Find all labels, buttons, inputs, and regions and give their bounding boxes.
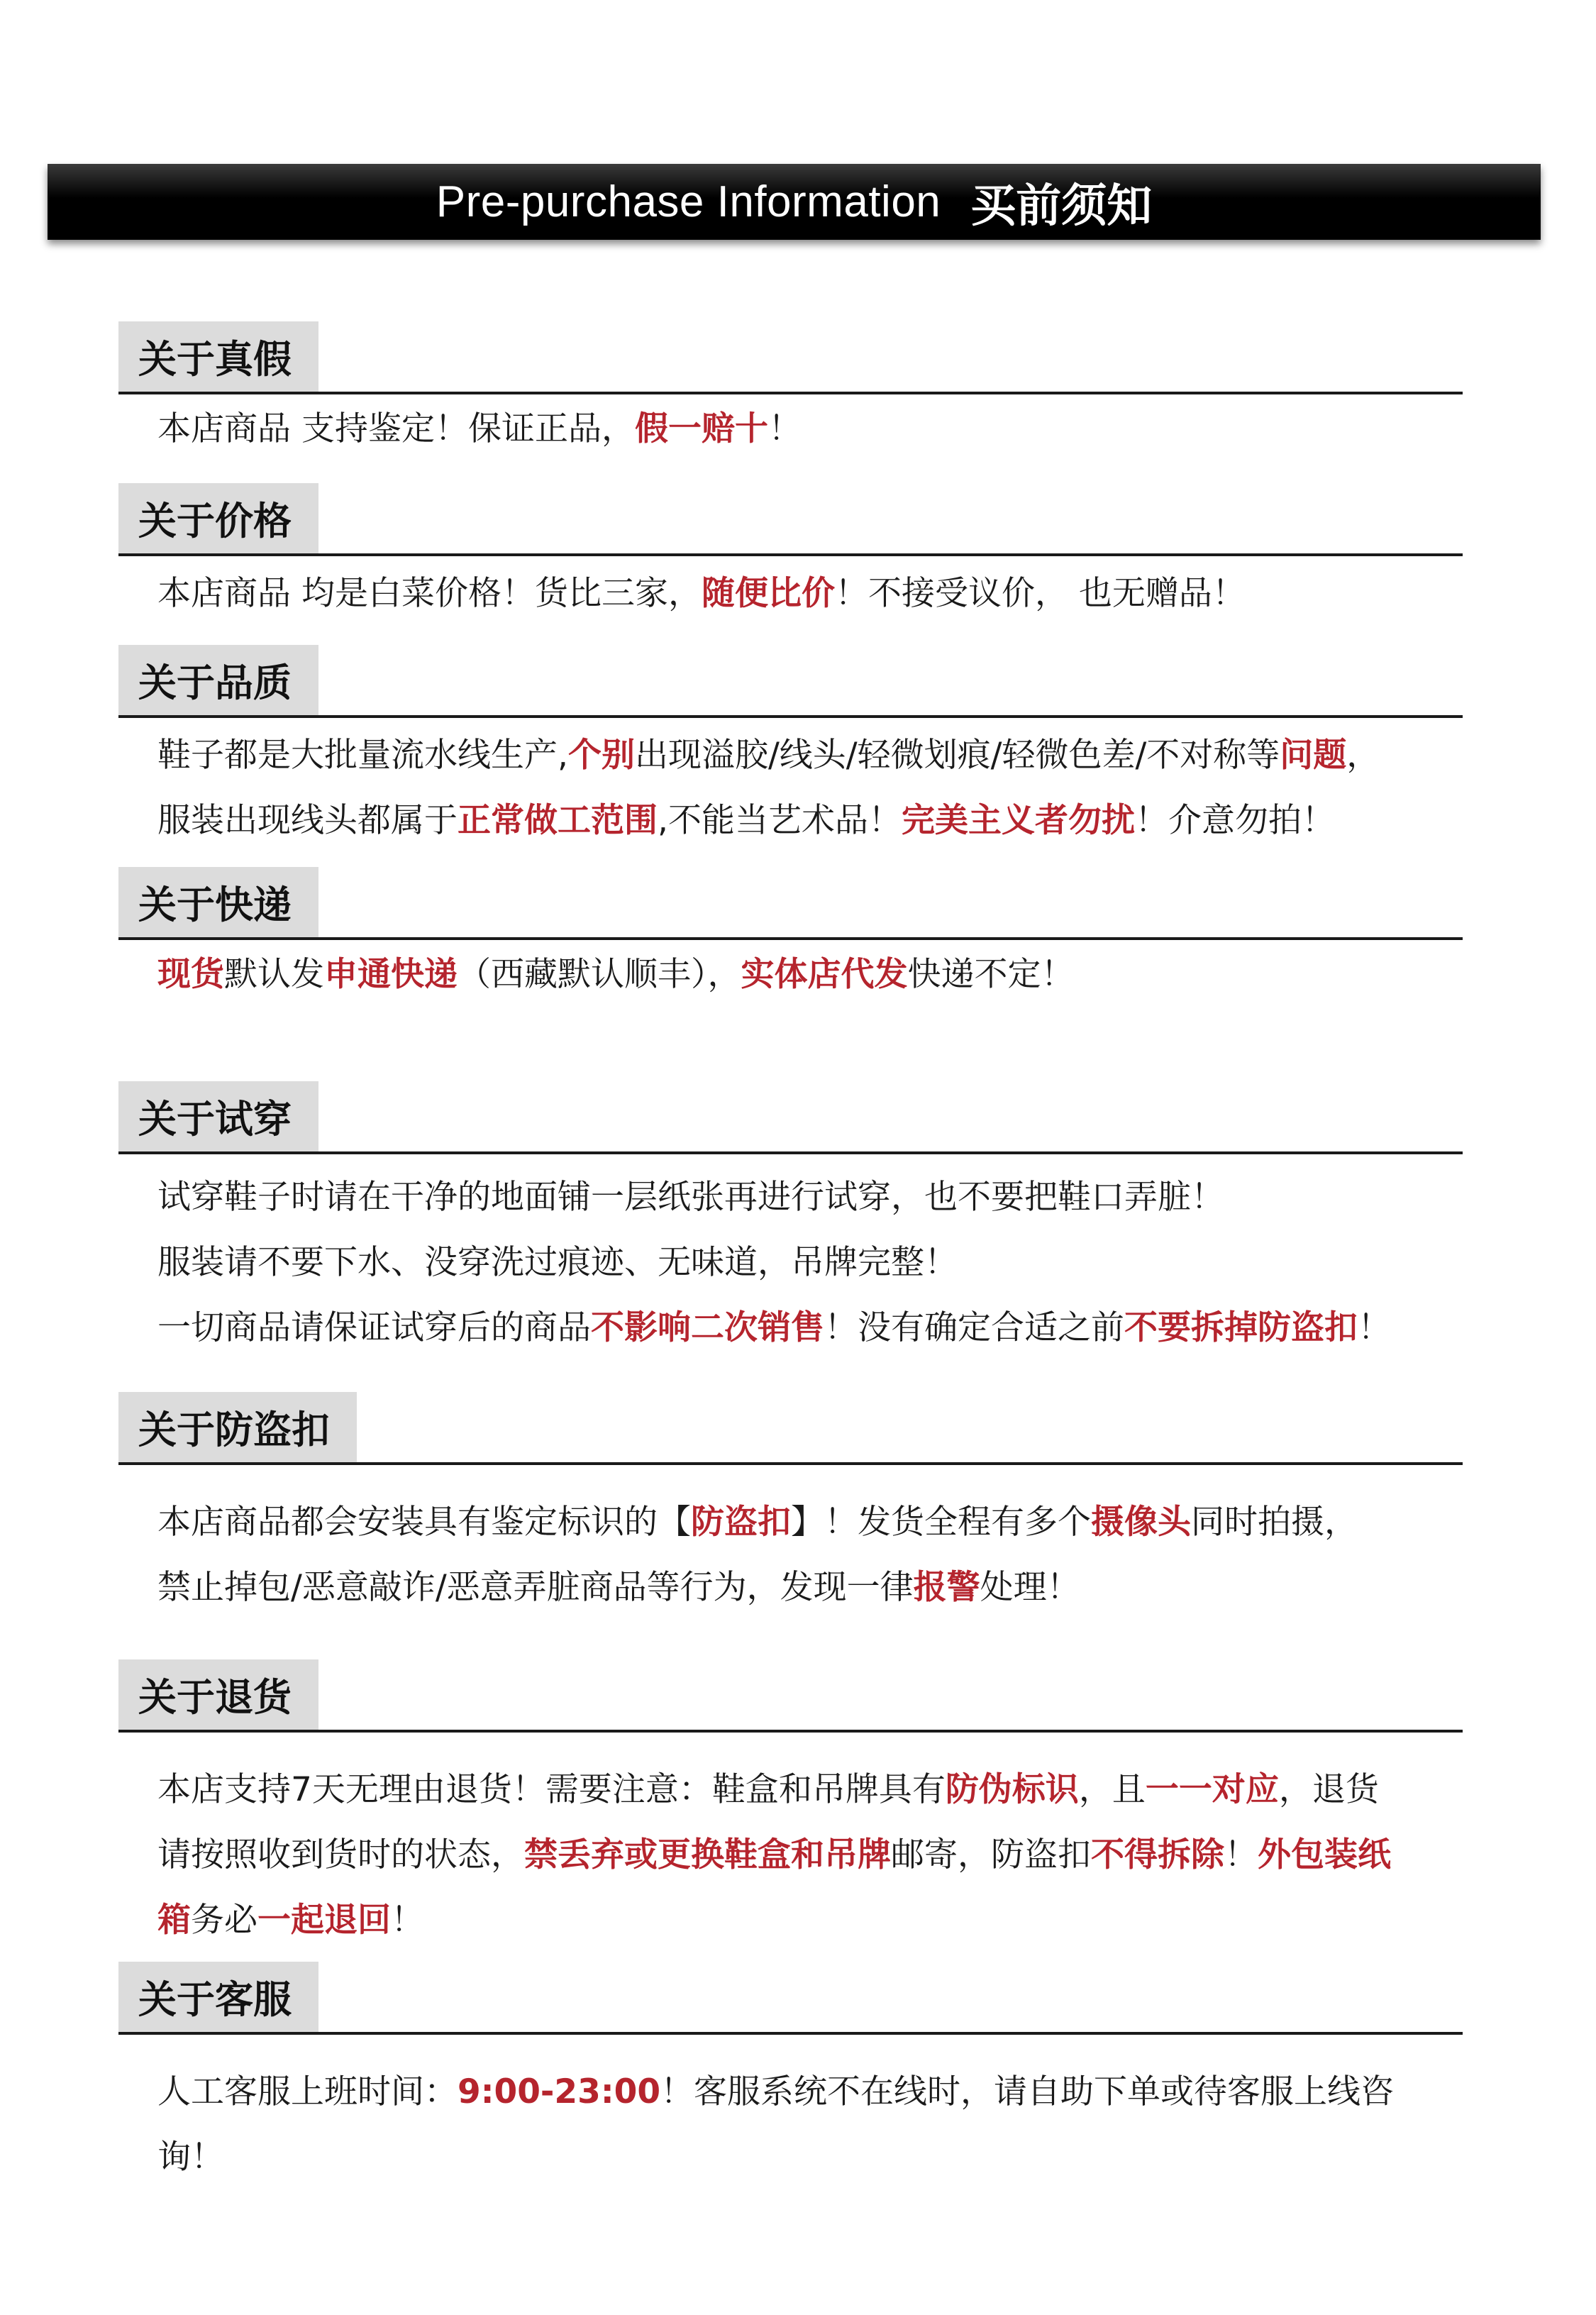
banner-title-cn: 买前须知 <box>970 179 1153 233</box>
body-text: 请按照收到货时的状态， <box>157 1835 524 1874</box>
body-text: ！客服系统不在线时，请自助下单或待客服上线咨 <box>660 2072 1395 2111</box>
text-line <box>157 1888 1456 1953</box>
body-text: ,不能当艺术品！ <box>658 801 902 840</box>
body-text: 本店商品都会安装具有鉴定标识的【 <box>157 1503 691 1542</box>
highlight-text: 随便比价 <box>701 574 835 613</box>
highlight-text: 完美主义者勿扰 <box>901 801 1135 840</box>
highlight-text: 正常做工范围 <box>458 801 658 840</box>
body-text: 本店商品 支持鉴定！保证正品， <box>157 409 635 448</box>
body-text: 快递不定！ <box>907 955 1075 994</box>
section-body <box>157 1165 1456 1361</box>
section-body <box>157 723 1456 853</box>
body-text: ！介意勿拍！ <box>1134 801 1335 840</box>
highlight-text: 一起退回 <box>257 1901 391 1940</box>
highlight-text: 箱 <box>157 1901 191 1940</box>
body-text: 询！ <box>157 2138 224 2177</box>
body-text: 处理！ <box>980 1568 1080 1607</box>
body-text: 鞋子都是大批量流水线生产, <box>157 736 568 775</box>
body-text: 一切商品请保证试穿后的商品 <box>157 1308 591 1347</box>
body-text: 出现溢胶/线头/轻微划痕/轻微色差/不对称等 <box>634 736 1280 775</box>
body-text: 服装请不要下水、没穿洗过痕迹、无味道，吊牌完整！ <box>157 1243 958 1282</box>
highlight-text: 个别 <box>567 736 635 775</box>
body-text: 人工客服上班时间： <box>157 2072 458 2111</box>
text-line <box>157 2060 1456 2125</box>
highlight-text: 防盗扣 <box>691 1503 791 1542</box>
text-line <box>157 1757 1456 1823</box>
body-text: ！不接受议价， 也无赠品！ <box>834 574 1246 613</box>
section-heading: 关于真假 <box>118 321 318 392</box>
highlight-text: 防伪标识 <box>945 1770 1079 1809</box>
text-line <box>157 1555 1456 1620</box>
body-text: ！ <box>391 1901 424 1940</box>
text-line <box>157 2125 1456 2190</box>
highlight-text: 不影响二次销售 <box>591 1308 824 1347</box>
body-text: 服装出现线头都属于 <box>157 801 458 840</box>
highlight-text: 不要拆掉防盗扣 <box>1124 1308 1358 1347</box>
section-divider <box>118 392 1463 394</box>
section-divider <box>118 1151 1463 1154</box>
text-line <box>157 1823 1456 1888</box>
highlight-text: 实体店代发 <box>741 955 908 994</box>
body-text: ，退货 <box>1278 1770 1379 1809</box>
highlight-text: 申通快递 <box>324 955 458 994</box>
banner-title-en: Pre-purchase Information <box>436 177 941 226</box>
text-line <box>157 1490 1456 1555</box>
section-divider <box>118 1462 1463 1465</box>
section-divider <box>118 715 1463 718</box>
text-line <box>157 1230 1456 1295</box>
section-heading: 关于试穿 <box>118 1081 318 1151</box>
text-line <box>157 1165 1456 1230</box>
text-line <box>157 1295 1456 1361</box>
section-heading: 关于客服 <box>118 1962 318 2032</box>
section-body <box>157 1490 1456 1620</box>
body-text: ，且 <box>1078 1770 1146 1809</box>
highlight-text: 不得拆除 <box>1091 1835 1224 1874</box>
text-line <box>157 788 1456 853</box>
section-heading: 关于防盗扣 <box>118 1392 357 1462</box>
highlight-text: 现货 <box>157 955 224 994</box>
body-text: ！ <box>1224 1835 1258 1874</box>
section-divider <box>118 1730 1463 1733</box>
body-text: ！没有确定合适之前 <box>824 1308 1124 1347</box>
highlight-text: 一一对应 <box>1145 1770 1279 1809</box>
section-body <box>157 561 1456 626</box>
body-text: 务必 <box>191 1901 257 1940</box>
text-line <box>157 942 1456 1007</box>
highlight-text: 报警 <box>913 1568 980 1607</box>
section-divider <box>118 553 1463 556</box>
section-body <box>157 942 1456 1007</box>
highlight-text: 外包装纸 <box>1258 1835 1391 1874</box>
section-heading: 关于快递 <box>118 867 318 937</box>
section-divider <box>118 2032 1463 2035</box>
body-text: 试穿鞋子时请在干净的地面铺一层纸张再进行试穿，也不要把鞋口弄脏！ <box>157 1178 1224 1217</box>
section-divider <box>118 937 1463 940</box>
body-text: （西藏默认顺丰）， <box>458 955 741 994</box>
section-heading: 关于品质 <box>118 645 318 715</box>
body-text: 默认发 <box>224 955 324 994</box>
section-body <box>157 397 1456 462</box>
text-line <box>157 723 1456 788</box>
section-body <box>157 1757 1456 1953</box>
highlight-text: 问题 <box>1280 736 1347 775</box>
section-heading: 关于退货 <box>118 1659 318 1730</box>
body-text: 】！发货全程有多个 <box>791 1503 1091 1542</box>
body-text: 同时拍摄， <box>1191 1503 1358 1542</box>
body-text: 本店支持7天无理由退货！需要注意：鞋盒和吊牌具有 <box>157 1770 946 1809</box>
body-text: 本店商品 均是白菜价格！货比三家， <box>157 574 702 613</box>
body-text: 禁止掉包/恶意敲诈/恶意弄脏商品等行为，发现一律 <box>157 1568 914 1607</box>
highlight-text: 摄像头 <box>1091 1503 1191 1542</box>
body-text: ， <box>1346 736 1380 775</box>
highlight-text: 9:00-23:00 <box>458 2072 661 2111</box>
body-text: 邮寄，防盗扣 <box>891 1835 1091 1874</box>
text-line <box>157 397 1456 462</box>
section-heading: 关于价格 <box>118 483 318 553</box>
section-body <box>157 2060 1456 2190</box>
body-text: ！ <box>1358 1308 1391 1347</box>
header-banner <box>48 164 1541 240</box>
body-text: ！ <box>767 409 802 448</box>
highlight-text: 禁丢弃或更换鞋盒和吊牌 <box>524 1835 891 1874</box>
highlight-text: 假一赔十 <box>634 409 768 448</box>
text-line <box>157 561 1456 626</box>
